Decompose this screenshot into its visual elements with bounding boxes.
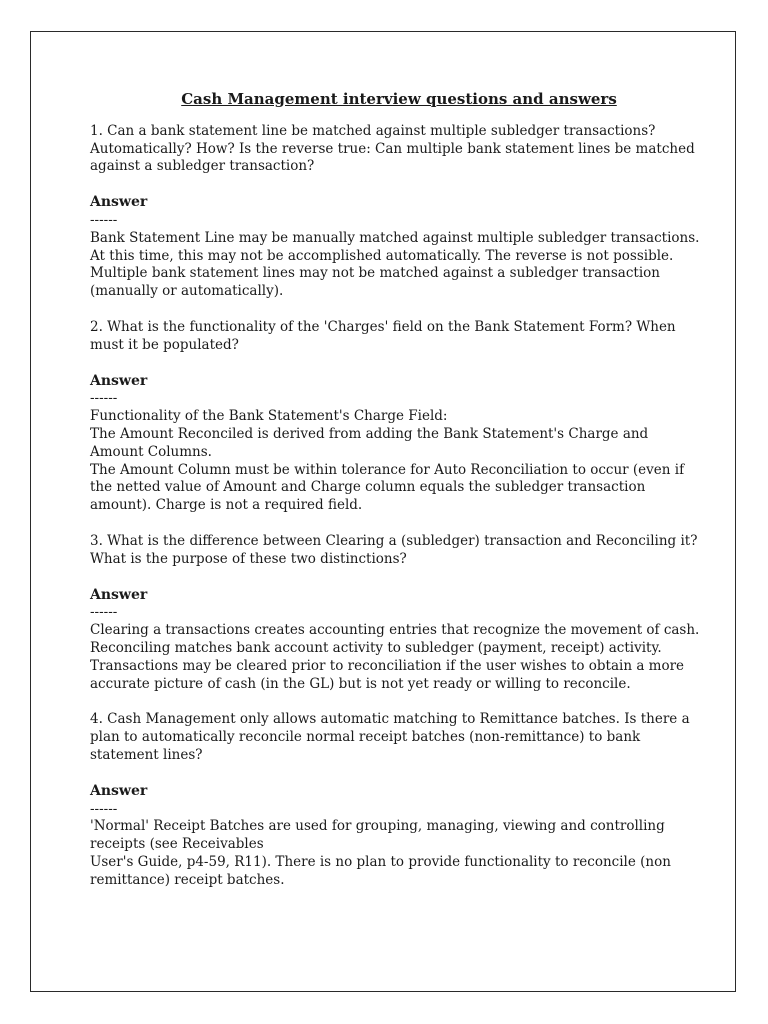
question-line: plan to automatically reconcile normal receipt batches (non-remittance) to bank: [90, 729, 641, 746]
answer-line: remittance) receipt batches.: [90, 871, 285, 888]
answer-line: Functionality of the Bank Statement's Charge Field:: [90, 408, 448, 425]
question-line: 1. Can a bank statement line be matched against multiple subledger transactions?: [90, 122, 656, 139]
answer-1: [90, 229, 700, 301]
answer-label: Answer: [90, 372, 148, 389]
answer-line: At this time, this may not be accomplished automatically. The reverse is not possible.: [90, 247, 674, 264]
answer-label: Answer: [90, 782, 148, 799]
answer-line: User's Guide, p4-59, R11). There is no plan to provide functionality to reconcile (non: [90, 853, 671, 870]
question-3: [90, 532, 698, 569]
question-line: must it be populated?: [90, 336, 239, 353]
question-4: [90, 711, 690, 764]
answer-line: Transactions may be cleared prior to reconciliation if the user wishes to obtain a more: [90, 657, 685, 674]
answer-line: amount). Charge is not a required field.: [90, 497, 363, 514]
answer-line: 'Normal' Receipt Batches are used for grouping, managing, viewing and controlling: [90, 818, 665, 835]
answer-4: [90, 818, 690, 889]
answer-divider: ------: [90, 211, 118, 228]
answer-label: Answer: [90, 194, 148, 211]
question-2: [90, 319, 690, 355]
answer-divider: ------: [90, 800, 118, 817]
question-line: Automatically? How? Is the reverse true: Can multiple bank statement lines be matched: [90, 140, 695, 157]
answer-line: Clearing a transactions creates accounting entries that recognize the movement of cash.: [90, 622, 700, 639]
answer-line: Amount Columns.: [90, 443, 212, 460]
question-line: 3. What is the difference between Clearing a (subledger) transaction and Reconciling it?: [90, 532, 698, 549]
answer-line: Reconciling matches bank account activity to subledger (payment, receipt) activity.: [90, 639, 662, 656]
document-body: [90, 90, 700, 907]
answer-line: Multiple bank statement lines may not be matched against a subledger transaction: [90, 265, 660, 282]
answer-2: [90, 408, 690, 515]
page-title: Cash Management interview questions and answers: [181, 90, 617, 108]
question-line: against a subledger transaction?: [90, 158, 315, 175]
answer-divider: ------: [90, 390, 118, 407]
answer-line: the netted value of Amount and Charge column equals the subledger transaction: [90, 479, 646, 496]
question-line: 4. Cash Management only allows automatic matching to Remittance batches. Is there a: [90, 711, 690, 728]
question-line: statement lines?: [90, 746, 203, 763]
question-1: [90, 122, 695, 176]
answer-line: Bank Statement Line may be manually matched against multiple subledger transactions.: [90, 229, 700, 246]
answer-line: receipts (see Receivables: [90, 836, 264, 853]
answer-line: (manually or automatically).: [90, 283, 284, 300]
answer-line: The Amount Reconciled is derived from adding the Bank Statement's Charge and: [90, 425, 649, 442]
answer-3: [90, 622, 700, 693]
answer-label: Answer: [90, 586, 148, 603]
answer-line: accurate picture of cash (in the GL) but is not yet ready or willing to reconcile.: [90, 675, 631, 692]
question-line: What is the purpose of these two distinctions?: [90, 550, 407, 567]
question-line: 2. What is the functionality of the 'Charges' field on the Bank Statement Form? When: [90, 318, 676, 335]
answer-line: The Amount Column must be within tolerance for Auto Reconciliation to occur (even if: [90, 461, 685, 478]
answer-divider: ------: [90, 604, 118, 621]
